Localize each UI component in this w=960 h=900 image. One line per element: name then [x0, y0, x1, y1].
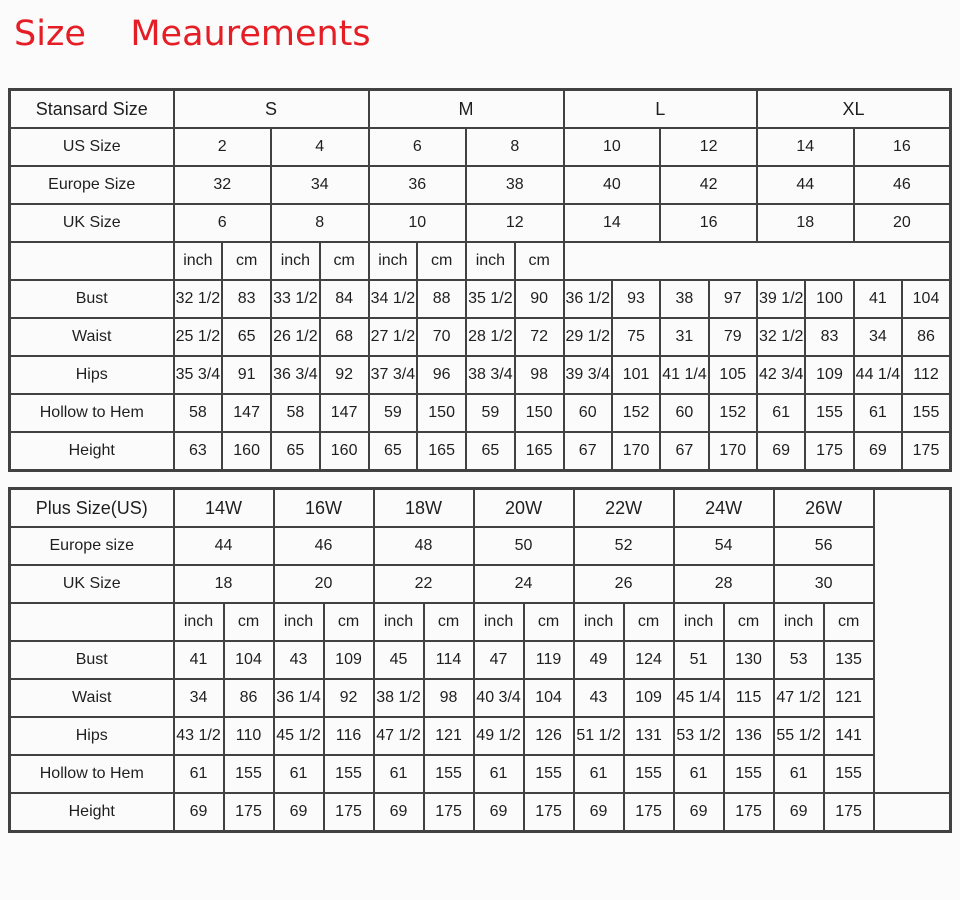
standard-size-table — [8, 88, 952, 472]
measurement-value-cell: 121 — [824, 679, 874, 717]
measurement-value-cell: 33 1/2 — [271, 280, 320, 318]
measurement-value-cell: 58 — [271, 394, 320, 432]
size-value-cell: 14 — [757, 128, 854, 166]
size-value-cell: 20 — [274, 565, 374, 603]
unit-header-cell: inch — [174, 242, 223, 280]
measurement-value-cell: 115 — [724, 679, 774, 717]
size-header-cell: 18W — [374, 489, 474, 528]
measurement-value-cell: 61 — [374, 755, 424, 793]
row-label-cell: Waist — [10, 679, 174, 717]
measurement-value-cell: 150 — [515, 394, 564, 432]
measurement-value-cell: 155 — [805, 394, 853, 432]
size-value-cell: 44 — [174, 527, 274, 565]
unit-header-cell: inch — [274, 603, 324, 641]
measurement-value-cell: 49 — [574, 641, 624, 679]
measurement-value-cell: 109 — [324, 641, 374, 679]
measurement-value-cell: 65 — [466, 432, 515, 471]
measurement-value-cell: 92 — [320, 356, 369, 394]
measurement-value-cell: 69 — [757, 432, 805, 471]
row-label-cell: Height — [10, 793, 174, 832]
measurement-value-cell: 44 1/4 — [854, 356, 902, 394]
measurement-value-cell: 36 1/4 — [274, 679, 324, 717]
size-value-cell: 40 — [564, 166, 661, 204]
measurement-value-cell: 100 — [805, 280, 853, 318]
unit-header-cell: inch — [174, 603, 224, 641]
size-value-cell: 36 — [369, 166, 467, 204]
measurement-value-cell: 136 — [724, 717, 774, 755]
measurement-value-cell: 59 — [369, 394, 418, 432]
size-value-cell: 20 — [854, 204, 951, 242]
measurement-value-cell: 175 — [524, 793, 574, 832]
measurement-value-cell: 51 — [674, 641, 724, 679]
measurement-value-cell: 152 — [709, 394, 757, 432]
measurement-value-cell: 61 — [474, 755, 524, 793]
measurement-value-cell: 28 1/2 — [466, 318, 515, 356]
measurement-value-cell: 61 — [774, 755, 824, 793]
table-row — [10, 793, 951, 832]
table-corner-label: Stansard Size — [10, 90, 174, 129]
unit-header-cell: inch — [369, 242, 418, 280]
measurement-value-cell: 116 — [324, 717, 374, 755]
measurement-value-cell: 110 — [224, 717, 274, 755]
measurement-value-cell: 61 — [574, 755, 624, 793]
size-value-cell: 28 — [674, 565, 774, 603]
measurement-value-cell: 98 — [424, 679, 474, 717]
measurement-value-cell: 155 — [624, 755, 674, 793]
measurement-value-cell: 84 — [320, 280, 369, 318]
measurement-value-cell: 69 — [274, 793, 324, 832]
measurement-value-cell: 47 1/2 — [374, 717, 424, 755]
measurement-value-cell: 109 — [624, 679, 674, 717]
table-row — [10, 204, 951, 242]
table-row — [10, 242, 951, 280]
row-label-cell: Height — [10, 432, 174, 471]
table-row — [10, 432, 951, 471]
measurement-value-cell: 27 1/2 — [369, 318, 418, 356]
measurement-value-cell: 121 — [424, 717, 474, 755]
measurement-value-cell: 69 — [854, 432, 902, 471]
measurement-value-cell: 41 — [854, 280, 902, 318]
size-value-cell: 26 — [574, 565, 674, 603]
table-row — [10, 280, 951, 318]
unit-header-cell: cm — [417, 242, 466, 280]
measurement-value-cell: 61 — [674, 755, 724, 793]
measurement-value-cell: 61 — [854, 394, 902, 432]
table-row — [10, 394, 951, 432]
measurement-value-cell: 65 — [271, 432, 320, 471]
unit-header-cell: cm — [824, 603, 874, 641]
size-value-cell: 8 — [271, 204, 369, 242]
measurement-value-cell: 61 — [757, 394, 805, 432]
row-label-cell: Bust — [10, 641, 174, 679]
measurement-value-cell: 47 — [474, 641, 524, 679]
measurement-value-cell: 53 1/2 — [674, 717, 724, 755]
measurement-value-cell: 75 — [612, 318, 660, 356]
size-header-cell: 16W — [274, 489, 374, 528]
size-value-cell: 34 — [271, 166, 369, 204]
measurement-value-cell: 155 — [324, 755, 374, 793]
measurement-value-cell: 165 — [417, 432, 466, 471]
measurement-value-cell: 86 — [224, 679, 274, 717]
unit-header-cell: cm — [724, 603, 774, 641]
measurement-value-cell: 65 — [369, 432, 418, 471]
unit-header-cell: cm — [515, 242, 564, 280]
measurement-value-cell: 97 — [709, 280, 757, 318]
measurement-value-cell: 60 — [660, 394, 708, 432]
measurement-value-cell: 91 — [222, 356, 271, 394]
measurement-value-cell: 130 — [724, 641, 774, 679]
size-header-cell: 26W — [774, 489, 874, 528]
size-value-cell: 46 — [854, 166, 951, 204]
table-row — [10, 356, 951, 394]
measurement-value-cell: 92 — [324, 679, 374, 717]
measurement-value-cell: 86 — [902, 318, 950, 356]
size-header-cell: 22W — [574, 489, 674, 528]
row-label-cell: Bust — [10, 280, 174, 318]
table-row — [10, 679, 951, 717]
unit-header-cell: inch — [674, 603, 724, 641]
measurement-value-cell: 49 1/2 — [474, 717, 524, 755]
measurement-value-cell: 38 1/2 — [374, 679, 424, 717]
measurement-value-cell: 126 — [524, 717, 574, 755]
table-row — [10, 489, 951, 528]
table-row — [10, 166, 951, 204]
measurement-value-cell: 43 — [574, 679, 624, 717]
size-value-cell: 16 — [854, 128, 951, 166]
measurement-value-cell: 98 — [515, 356, 564, 394]
measurement-value-cell: 93 — [612, 280, 660, 318]
measurement-value-cell: 35 1/2 — [466, 280, 515, 318]
measurement-value-cell: 147 — [222, 394, 271, 432]
size-value-cell: 4 — [271, 128, 369, 166]
measurement-value-cell: 104 — [902, 280, 950, 318]
measurement-value-cell: 175 — [224, 793, 274, 832]
size-value-cell: 24 — [474, 565, 574, 603]
row-label-cell: Hips — [10, 356, 174, 394]
measurement-value-cell: 36 3/4 — [271, 356, 320, 394]
measurement-value-cell: 114 — [424, 641, 474, 679]
measurement-value-cell: 41 1/4 — [660, 356, 708, 394]
measurement-value-cell: 155 — [902, 394, 950, 432]
size-value-cell: 44 — [757, 166, 854, 204]
measurement-value-cell: 96 — [417, 356, 466, 394]
measurement-value-cell: 165 — [515, 432, 564, 471]
measurement-value-cell: 124 — [624, 641, 674, 679]
measurement-value-cell: 67 — [660, 432, 708, 471]
size-header-cell: S — [174, 90, 369, 129]
measurement-value-cell: 65 — [222, 318, 271, 356]
unit-header-cell: inch — [474, 603, 524, 641]
measurement-value-cell: 40 3/4 — [474, 679, 524, 717]
row-label-cell: Hollow to Hem — [10, 394, 174, 432]
table-row — [10, 90, 951, 129]
size-header-cell: 14W — [174, 489, 274, 528]
measurement-value-cell: 90 — [515, 280, 564, 318]
measurement-value-cell: 26 1/2 — [271, 318, 320, 356]
measurement-value-cell: 104 — [524, 679, 574, 717]
size-value-cell: 14 — [564, 204, 661, 242]
measurement-value-cell: 119 — [524, 641, 574, 679]
page-title: Size Meaurements — [14, 14, 371, 54]
measurement-value-cell: 39 3/4 — [564, 356, 612, 394]
measurement-value-cell: 69 — [674, 793, 724, 832]
measurement-value-cell: 175 — [324, 793, 374, 832]
measurement-value-cell: 45 1/2 — [274, 717, 324, 755]
size-value-cell: 18 — [757, 204, 854, 242]
size-value-cell: 42 — [660, 166, 757, 204]
size-value-cell: 50 — [474, 527, 574, 565]
row-label-cell: Waist — [10, 318, 174, 356]
row-label-cell: Hips — [10, 717, 174, 755]
size-value-cell: 48 — [374, 527, 474, 565]
measurement-value-cell: 160 — [222, 432, 271, 471]
size-value-cell: 32 — [174, 166, 272, 204]
measurement-value-cell: 69 — [374, 793, 424, 832]
measurement-value-cell: 42 3/4 — [757, 356, 805, 394]
measurement-value-cell: 29 1/2 — [564, 318, 612, 356]
measurement-value-cell: 60 — [564, 394, 612, 432]
unit-header-cell: inch — [774, 603, 824, 641]
measurement-value-cell: 68 — [320, 318, 369, 356]
unit-header-cell: cm — [524, 603, 574, 641]
table-row — [10, 641, 951, 679]
measurement-value-cell: 135 — [824, 641, 874, 679]
measurement-value-cell: 79 — [709, 318, 757, 356]
measurement-value-cell: 170 — [612, 432, 660, 471]
size-value-cell: 56 — [774, 527, 874, 565]
measurement-value-cell: 55 1/2 — [774, 717, 824, 755]
table-row — [10, 318, 951, 356]
measurement-value-cell: 104 — [224, 641, 274, 679]
size-value-cell: 54 — [674, 527, 774, 565]
table-row — [10, 565, 951, 603]
table-row — [10, 603, 951, 641]
measurement-value-cell: 109 — [805, 356, 853, 394]
measurement-value-cell: 160 — [320, 432, 369, 471]
size-value-cell: 52 — [574, 527, 674, 565]
measurement-value-cell: 155 — [524, 755, 574, 793]
row-label-cell: Europe Size — [10, 166, 174, 204]
measurement-value-cell: 175 — [805, 432, 853, 471]
size-value-cell: 12 — [466, 204, 564, 242]
unit-header-cell: cm — [224, 603, 274, 641]
measurement-value-cell: 70 — [417, 318, 466, 356]
measurement-value-cell: 61 — [174, 755, 224, 793]
measurement-value-cell: 155 — [824, 755, 874, 793]
unit-header-cell: inch — [374, 603, 424, 641]
measurement-value-cell: 36 1/2 — [564, 280, 612, 318]
size-header-cell: 20W — [474, 489, 574, 528]
row-label-cell: US Size — [10, 128, 174, 166]
measurement-value-cell: 35 3/4 — [174, 356, 223, 394]
row-label-cell: Hollow to Hem — [10, 755, 174, 793]
plus-size-table — [8, 487, 952, 833]
measurement-value-cell: 69 — [574, 793, 624, 832]
size-value-cell: 6 — [174, 204, 272, 242]
measurement-value-cell: 38 — [660, 280, 708, 318]
measurement-value-cell: 45 1/4 — [674, 679, 724, 717]
measurement-value-cell: 105 — [709, 356, 757, 394]
measurement-value-cell: 175 — [902, 432, 950, 471]
unit-header-cell: cm — [320, 242, 369, 280]
measurement-value-cell: 39 1/2 — [757, 280, 805, 318]
unit-header-cell: cm — [324, 603, 374, 641]
measurement-value-cell: 34 — [854, 318, 902, 356]
table-row — [10, 128, 951, 166]
measurement-value-cell: 170 — [709, 432, 757, 471]
size-value-cell: 8 — [466, 128, 564, 166]
empty-spacer-cell — [874, 489, 951, 794]
measurement-value-cell: 69 — [774, 793, 824, 832]
unit-header-cell: inch — [466, 242, 515, 280]
size-chart-page — [0, 14, 960, 900]
unit-header-cell: inch — [271, 242, 320, 280]
unit-header-cell: cm — [424, 603, 474, 641]
measurement-value-cell: 38 3/4 — [466, 356, 515, 394]
measurement-value-cell: 34 1/2 — [369, 280, 418, 318]
measurement-value-cell: 37 3/4 — [369, 356, 418, 394]
size-value-cell: 10 — [564, 128, 661, 166]
size-value-cell: 38 — [466, 166, 564, 204]
row-label-cell: Europe size — [10, 527, 174, 565]
measurement-value-cell: 25 1/2 — [174, 318, 223, 356]
measurement-value-cell: 150 — [417, 394, 466, 432]
measurement-value-cell: 63 — [174, 432, 223, 471]
measurement-value-cell: 69 — [474, 793, 524, 832]
size-value-cell: 6 — [369, 128, 467, 166]
measurement-value-cell: 155 — [724, 755, 774, 793]
measurement-value-cell: 155 — [424, 755, 474, 793]
size-header-cell: L — [564, 90, 757, 129]
units-row-label-cell — [10, 242, 174, 280]
measurement-value-cell: 152 — [612, 394, 660, 432]
size-header-cell: XL — [757, 90, 951, 129]
measurement-value-cell: 45 — [374, 641, 424, 679]
measurement-value-cell: 61 — [274, 755, 324, 793]
measurement-value-cell: 175 — [724, 793, 774, 832]
measurement-value-cell: 69 — [174, 793, 224, 832]
table-row — [10, 755, 951, 793]
measurement-value-cell: 58 — [174, 394, 223, 432]
unit-header-cell: inch — [574, 603, 624, 641]
measurement-value-cell: 41 — [174, 641, 224, 679]
measurement-value-cell: 51 1/2 — [574, 717, 624, 755]
measurement-value-cell: 67 — [564, 432, 612, 471]
size-value-cell: 18 — [174, 565, 274, 603]
size-value-cell: 30 — [774, 565, 874, 603]
table-row — [10, 717, 951, 755]
table-corner-label: Plus Size(US) — [10, 489, 174, 528]
measurement-value-cell: 47 1/2 — [774, 679, 824, 717]
row-label-cell: UK Size — [10, 204, 174, 242]
measurement-value-cell: 175 — [624, 793, 674, 832]
measurement-value-cell: 83 — [222, 280, 271, 318]
size-value-cell: 46 — [274, 527, 374, 565]
unit-header-cell: cm — [222, 242, 271, 280]
measurement-value-cell: 175 — [424, 793, 474, 832]
measurement-value-cell: 88 — [417, 280, 466, 318]
row-label-cell: UK Size — [10, 565, 174, 603]
measurement-value-cell: 83 — [805, 318, 853, 356]
size-value-cell: 22 — [374, 565, 474, 603]
measurement-value-cell: 34 — [174, 679, 224, 717]
measurement-value-cell: 131 — [624, 717, 674, 755]
size-header-cell: 24W — [674, 489, 774, 528]
measurement-value-cell: 32 1/2 — [174, 280, 223, 318]
measurement-value-cell: 31 — [660, 318, 708, 356]
measurement-value-cell: 53 — [774, 641, 824, 679]
measurement-value-cell: 155 — [224, 755, 274, 793]
size-value-cell: 2 — [174, 128, 272, 166]
size-value-cell: 16 — [660, 204, 757, 242]
measurement-value-cell: 101 — [612, 356, 660, 394]
table-row — [10, 527, 951, 565]
measurement-value-cell: 147 — [320, 394, 369, 432]
measurement-value-cell: 59 — [466, 394, 515, 432]
unit-header-cell: cm — [624, 603, 674, 641]
measurement-value-cell: 112 — [902, 356, 950, 394]
measurement-value-cell: 43 1/2 — [174, 717, 224, 755]
measurement-value-cell: 72 — [515, 318, 564, 356]
size-value-cell: 12 — [660, 128, 757, 166]
size-header-cell: M — [369, 90, 564, 129]
measurement-value-cell: 32 1/2 — [757, 318, 805, 356]
measurement-value-cell: 141 — [824, 717, 874, 755]
size-value-cell: 10 — [369, 204, 467, 242]
units-row-label-cell — [10, 603, 174, 641]
measurement-value-cell: 175 — [824, 793, 874, 832]
measurement-value-cell: 43 — [274, 641, 324, 679]
